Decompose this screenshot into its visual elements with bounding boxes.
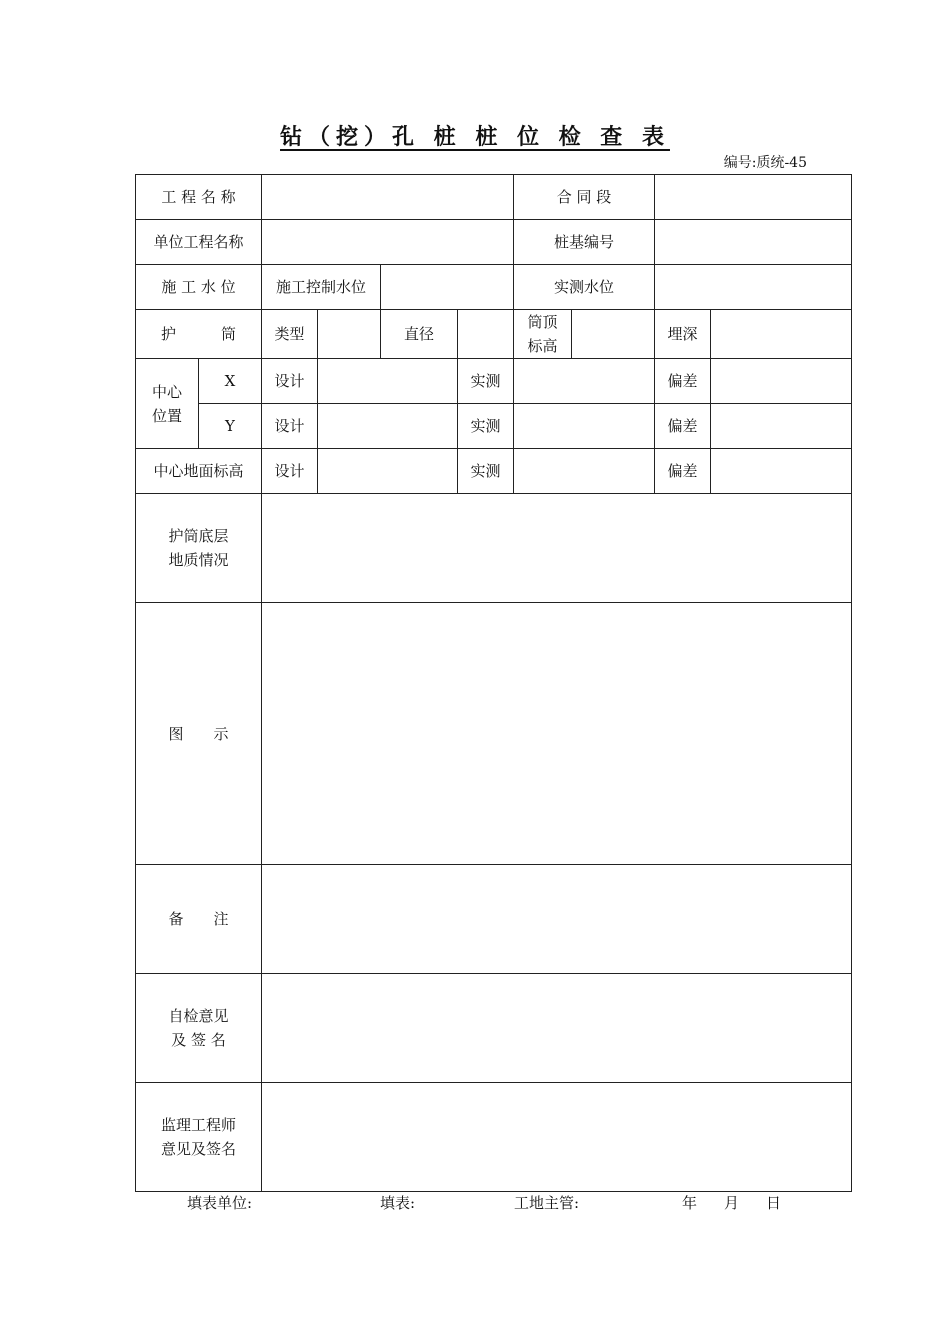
field-unit-project[interactable] <box>262 220 514 265</box>
label-water-level: 施 工 水 位 <box>136 265 262 310</box>
label-measured: 实测 <box>458 404 514 449</box>
label-deviation: 偏差 <box>655 449 711 494</box>
field-x-deviation[interactable] <box>711 359 852 404</box>
field-pile-no[interactable] <box>655 220 852 265</box>
inspection-table <box>135 174 852 1192</box>
label-ground-elevation: 中心地面标高 <box>136 449 262 494</box>
label-deviation: 偏差 <box>655 359 711 404</box>
page-title: 钻（挖）孔 桩 桩 位 检 查 表 <box>280 124 670 150</box>
label-depth: 埋深 <box>655 310 711 359</box>
label-casing: 护 筒 <box>136 310 262 359</box>
field-x-design[interactable] <box>318 359 458 404</box>
label-x: X <box>199 359 262 404</box>
field-top-elevation[interactable] <box>572 310 655 359</box>
label-type: 类型 <box>262 310 318 359</box>
field-ground-deviation[interactable] <box>711 449 852 494</box>
field-self-check[interactable] <box>262 974 852 1083</box>
field-y-deviation[interactable] <box>711 404 852 449</box>
field-depth[interactable] <box>711 310 852 359</box>
field-y-design[interactable] <box>318 404 458 449</box>
label-project-name: 工 程 名 称 <box>136 175 262 220</box>
field-ground-design[interactable] <box>318 449 458 494</box>
label-deviation: 偏差 <box>655 404 711 449</box>
field-casing-geology[interactable] <box>262 494 852 603</box>
form-code: 编号:质统-45 <box>723 155 807 171</box>
footer-month: 月 <box>724 1194 740 1212</box>
footer-filler: 填表: <box>380 1194 416 1212</box>
footer-site-manager: 工地主管: <box>514 1194 580 1212</box>
field-supervisor[interactable] <box>262 1083 852 1192</box>
label-y: Y <box>199 404 262 449</box>
field-diagram[interactable] <box>262 603 852 865</box>
field-project-name[interactable] <box>262 175 514 220</box>
label-design: 设计 <box>262 359 318 404</box>
label-design: 设计 <box>262 449 318 494</box>
field-y-measured[interactable] <box>514 404 655 449</box>
label-contract-section: 合 同 段 <box>514 175 655 220</box>
label-measured: 实测 <box>458 449 514 494</box>
label-design: 设计 <box>262 404 318 449</box>
field-ground-measured[interactable] <box>514 449 655 494</box>
label-measured-water-level: 实测水位 <box>514 265 655 310</box>
footer-day: 日 <box>766 1194 782 1212</box>
label-supervisor: 监理工程师意见及签名 <box>136 1083 262 1192</box>
label-self-check: 自检意见及 签 名 <box>136 974 262 1083</box>
label-casing-geology: 护筒底层地质情况 <box>136 494 262 603</box>
label-diagram: 图 示 <box>136 603 262 865</box>
label-remarks: 备 注 <box>136 865 262 974</box>
field-control-water-level[interactable] <box>381 265 514 310</box>
footer-unit: 填表单位: <box>187 1194 253 1212</box>
footer-year: 年 <box>682 1194 698 1212</box>
label-measured: 实测 <box>458 359 514 404</box>
label-control-water-level: 施工控制水位 <box>262 265 381 310</box>
label-pile-no: 桩基编号 <box>514 220 655 265</box>
field-diameter[interactable] <box>458 310 514 359</box>
label-top-elevation: 筒顶标高 <box>514 310 572 359</box>
field-contract-section[interactable] <box>655 175 852 220</box>
field-remarks[interactable] <box>262 865 852 974</box>
field-x-measured[interactable] <box>514 359 655 404</box>
label-center-position: 中心位置 <box>136 359 199 449</box>
label-unit-project: 单位工程名称 <box>136 220 262 265</box>
field-type[interactable] <box>318 310 381 359</box>
label-diameter: 直径 <box>381 310 458 359</box>
field-measured-water-level[interactable] <box>655 265 852 310</box>
